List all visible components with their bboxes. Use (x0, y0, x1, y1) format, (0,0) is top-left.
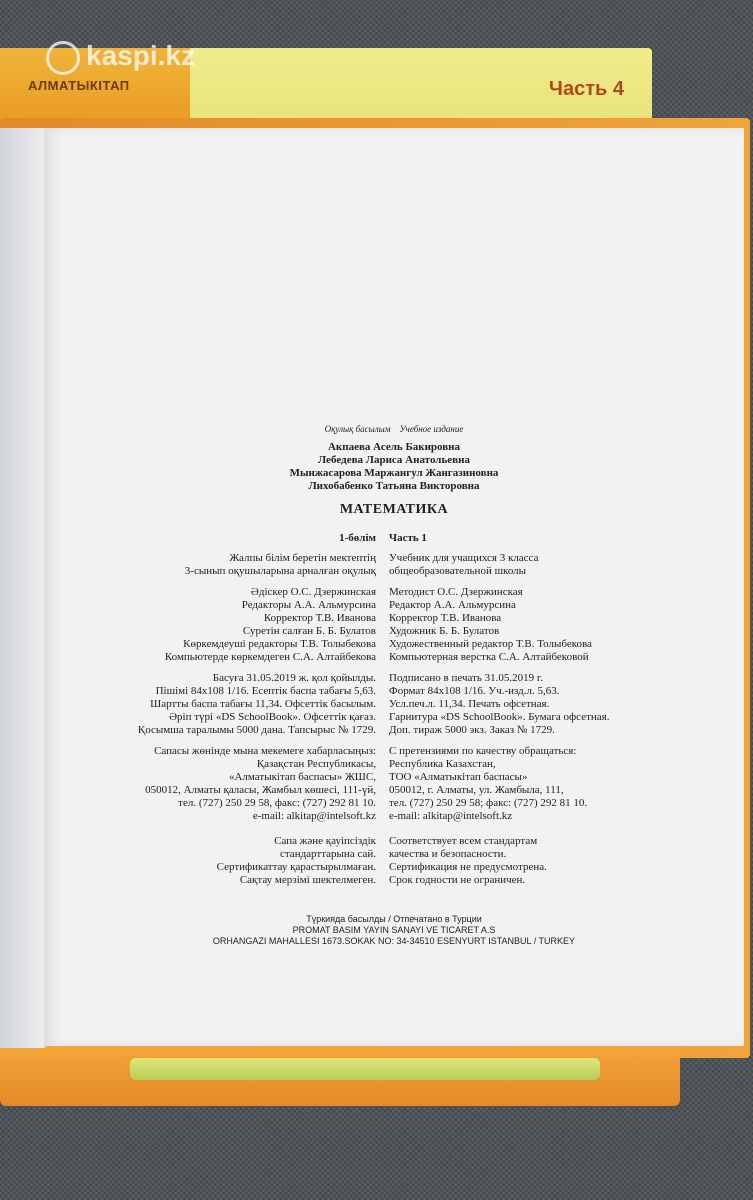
text-line: Республика Казахстан, (389, 758, 496, 770)
text-line: Редактор А.А. Альмурсина (389, 599, 516, 611)
text-line: Сертификация не предусмотрена. (389, 861, 547, 873)
text-line: 3-сынып оқушыларына арналған оқулық (184, 565, 376, 577)
text-line: качества и безопасности. (389, 848, 507, 860)
printer-block (44, 914, 744, 947)
quality-ru (389, 835, 547, 887)
printer-address: ORHANGAZI MAHALLESI 1673.SOKAK NO: 34-34510 ESENYURT ISTANBUL / TURKEY (212, 936, 576, 946)
text-line: общеобразовательной школы (389, 565, 527, 577)
text-line: Усл.печ.л. 11,34. Печать офсетная. (389, 698, 550, 710)
print-info-ru (389, 672, 609, 737)
edition-kz: Оқулық басылым (324, 424, 391, 434)
description-kz (185, 552, 376, 578)
watermark (46, 40, 195, 75)
text-line: Пішімі 84х108 1/16. Есептік баспа табағы 5,63. (155, 685, 376, 697)
cover-illustration-strip (130, 1058, 600, 1080)
text-line: Корректор Т.В. Иванова (263, 612, 376, 624)
text-line: e-mail: alkitap@intelsoft.kz (252, 810, 376, 822)
text-line: Корректор Т.В. Иванова (389, 612, 502, 624)
text-line: Жалпы білім беретін мектептің (229, 552, 376, 564)
text-line: Суретін салған Б. Б. Булатов (242, 625, 376, 637)
text-line: Қосымша таралымы 5000 дана. Тапсырыс № 1729. (137, 724, 376, 736)
printer-name: PROMAT BASIM YAYIN SANAYI VE TICARET A.S (292, 925, 496, 935)
left-page (0, 128, 46, 1048)
edition-line (44, 424, 744, 434)
text-line: Подписано в печать 31.05.2019 г. (389, 672, 543, 684)
text-line: стандарттарына сай. (279, 848, 376, 860)
text-line: ТОО «Алматыкітап баспасы» (389, 771, 528, 783)
staff-ru (389, 586, 592, 664)
part-label: Часть 4 (548, 78, 624, 100)
text-line: С претензиями по качеству обращаться: (389, 745, 577, 757)
text-line: Қазақстан Республикасы, (256, 758, 376, 770)
author: Лебедева Лариса Анатольевна (318, 454, 470, 466)
text-line: Доп. тираж 5000 экз. Заказ № 1729. (389, 724, 555, 736)
text-line: тел. (727) 250 29 58, факс: (727) 292 81 10. (178, 797, 376, 809)
text-line: Компьютерная верстка С.А. Алтайбековой (389, 651, 589, 663)
author: Акпаева Асель Бакировна (327, 441, 461, 453)
text-line: Сапа және қауіпсіздік (274, 835, 376, 847)
text-line: Әдіскер О.С. Дзержинская (250, 586, 376, 598)
quality-kz (217, 835, 376, 887)
part-kz: 1-бөлім (339, 532, 376, 544)
text-line: Әріп түрі «DS SchoolBook». Офсеттік қағаз. (169, 711, 376, 723)
author: Лихобабенко Татьяна Викторовна (308, 480, 480, 492)
text-line: Срок годности не ограничен. (389, 874, 526, 886)
authors-block (44, 441, 744, 493)
text-line: Формат 84х108 1/16. Уч.-изд.л. 5,63. (389, 685, 560, 697)
text-line: тел. (727) 250 29 58; факс: (727) 292 81 10. (389, 797, 588, 809)
text-line: Гарнитура «DS SchoolBook». Бумага офсетная. (389, 711, 610, 723)
edition-ru: Учебное издание (399, 424, 464, 434)
text-line: Компьютерде көркемдеген С.А. Алтайбекова (164, 651, 376, 663)
text-line: Сапасы жөнінде мына мекемеге хабарласыңыз: (154, 745, 376, 757)
description-ru (389, 552, 538, 578)
text-line: Шартты баспа табағы 11,34. Офсеттік басылым. (150, 698, 376, 710)
text-line: 050012, Алматы қаласы, Жамбыл көшесі, 111-үй, (145, 784, 376, 796)
print-info-kz (138, 672, 376, 737)
text-line: Редакторы А.А. Альмурсина (241, 599, 376, 611)
staff-kz (165, 586, 376, 664)
text-line: e-mail: alkitap@intelsoft.kz (389, 810, 513, 822)
text-line: Художественный редактор Т.В. Толыбекова (389, 638, 592, 650)
book-title: МАТЕМАТИКА (339, 502, 449, 517)
kaspi-logo-icon (46, 41, 80, 75)
text-line: Сертификаттау қарастырылмаған. (216, 861, 376, 873)
text-line: Соответствует всем стандартам (389, 835, 538, 847)
text-line: 050012, г. Алматы, ул. Жамбыла, 111, (389, 784, 564, 796)
imprint-page (44, 128, 744, 1046)
part-ru: Часть 1 (389, 532, 427, 544)
publisher-logo-text: АЛМАТЫКІТАП (28, 78, 130, 93)
author: Мынжасарова Маржангул Жангазиновна (289, 467, 499, 479)
text-line: Көркемдеуші редакторы Т.В. Толыбекова (183, 638, 376, 650)
text-line: Сақтау мерзімі шектелмеген. (239, 874, 376, 886)
text-line: «Алматыкітап баспасы» ЖШС, (228, 771, 376, 783)
watermark-text: kaspi.kz (86, 40, 195, 71)
text-line: Учебник для учащихся 3 класса (389, 552, 539, 564)
printed-in: Түркияда басылды / Отпечатано в Турции (306, 914, 482, 924)
contact-kz (145, 745, 376, 823)
contact-ru (389, 745, 587, 823)
text-line: Художник Б. Б. Булатов (389, 625, 500, 637)
text-line: Басуға 31.05.2019 ж. қол қойылды. (212, 672, 376, 684)
text-line: Методист О.С. Дзержинская (389, 586, 523, 598)
